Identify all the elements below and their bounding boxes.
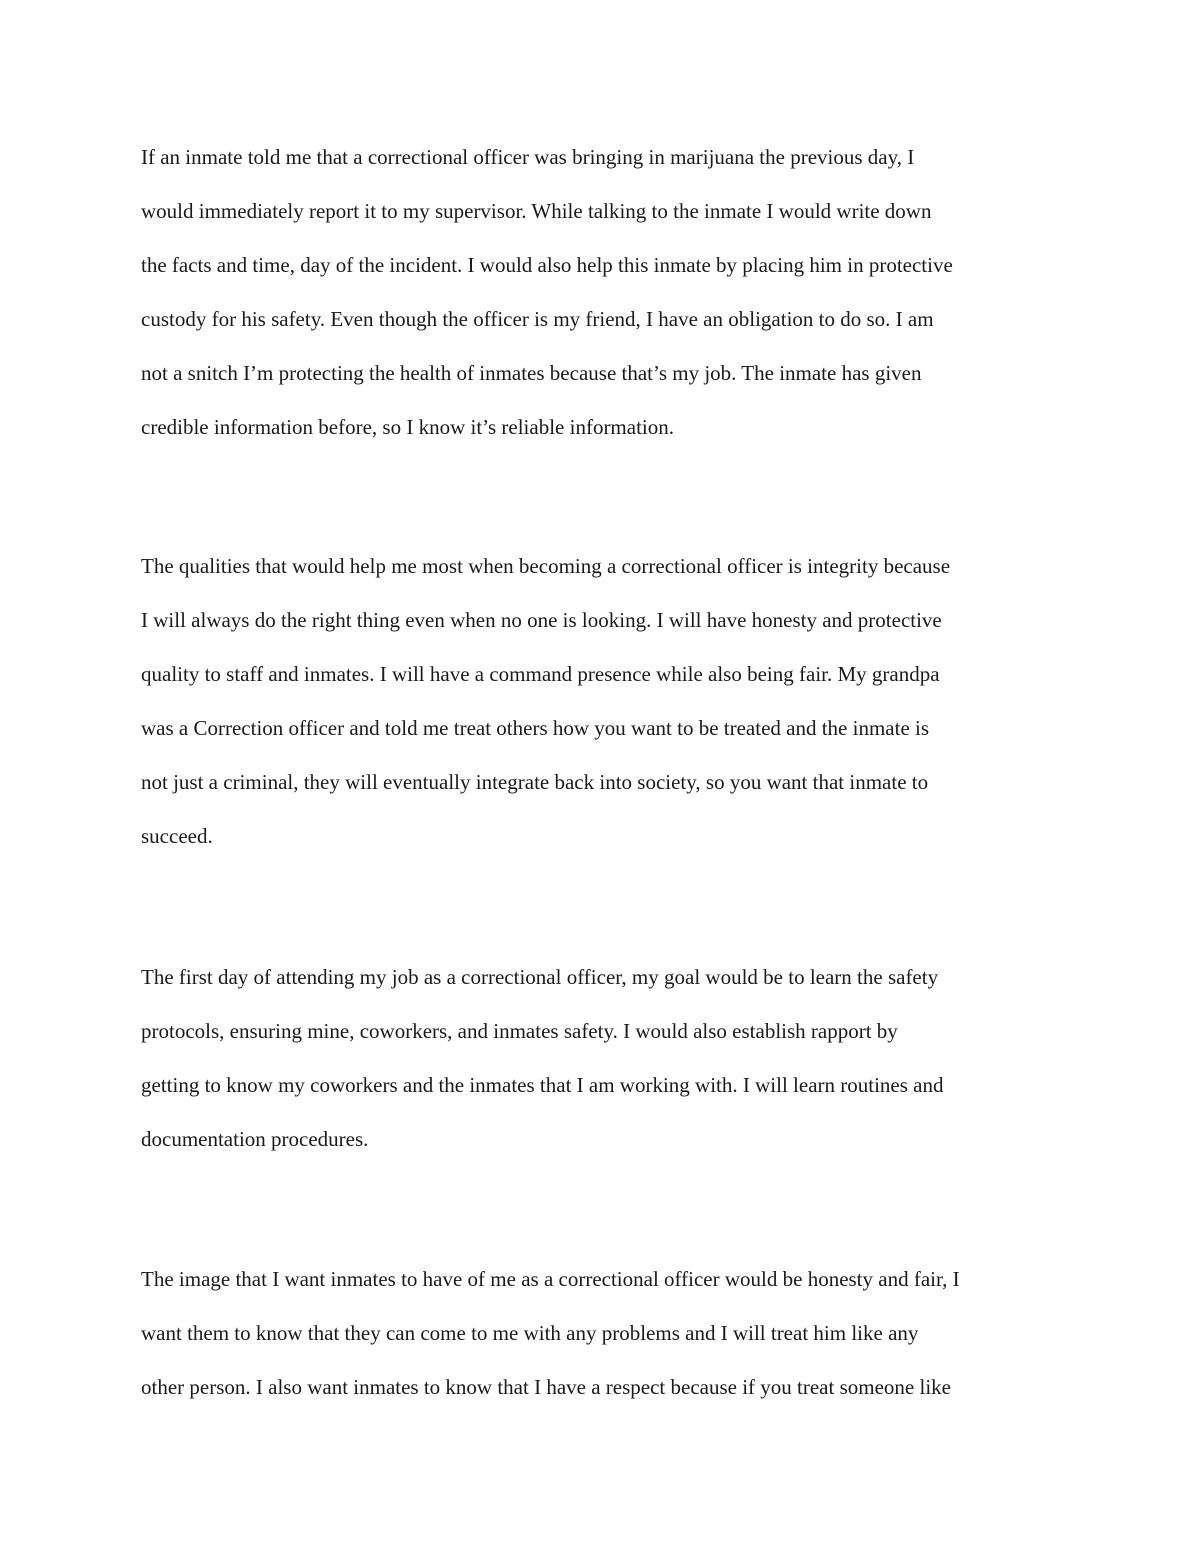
text-line: was a Correction officer and told me treat others how you want to be treated and the inmate is [141,716,930,740]
text-line: other person. I also want inmates to know that I have a respect because if you treat someone like [141,1375,951,1399]
text-line: I will always do the right thing even when no one is looking. I will have honesty and protective [141,608,942,632]
text-line: want them to know that they can come to me with any problems and I will treat him like any [141,1321,919,1345]
text-line: quality to staff and inmates. I will have a command presence while also being fair. My grandpa [141,662,940,686]
text-line: succeed. [141,824,213,848]
text-line: The image that I want inmates to have of me as a correctional officer would be honesty and fair, I [141,1267,960,1291]
text-line: The first day of attending my job as a correctional officer, my goal would be to learn the safety [141,965,939,989]
text-line: would immediately report it to my supervisor. While talking to the inmate I would write down [141,199,932,223]
text-line: not a snitch I’m protecting the health of inmates because that’s my job. The inmate has given [141,361,922,385]
text-line: getting to know my coworkers and the inmates that I am working with. I will learn routines and [141,1073,944,1097]
text-line: If an inmate told me that a correctional officer was bringing in marijuana the previous day, I [141,145,915,169]
text-line: The qualities that would help me most when becoming a correctional officer is integrity because [141,554,951,578]
text-line: custody for his safety. Even though the officer is my friend, I have an obligation to do so. I am [141,307,934,331]
text-line: protocols, ensuring mine, coworkers, and inmates safety. I would also establish rapport by [141,1019,898,1043]
text-line: not just a criminal, they will eventually integrate back into society, so you want that inmate to [141,770,929,794]
text-line: credible information before, so I know it’s reliable information. [141,415,675,439]
text-line: documentation procedures. [141,1127,369,1151]
text-line: the facts and time, day of the incident. I would also help this inmate by placing him in protective [141,253,953,277]
